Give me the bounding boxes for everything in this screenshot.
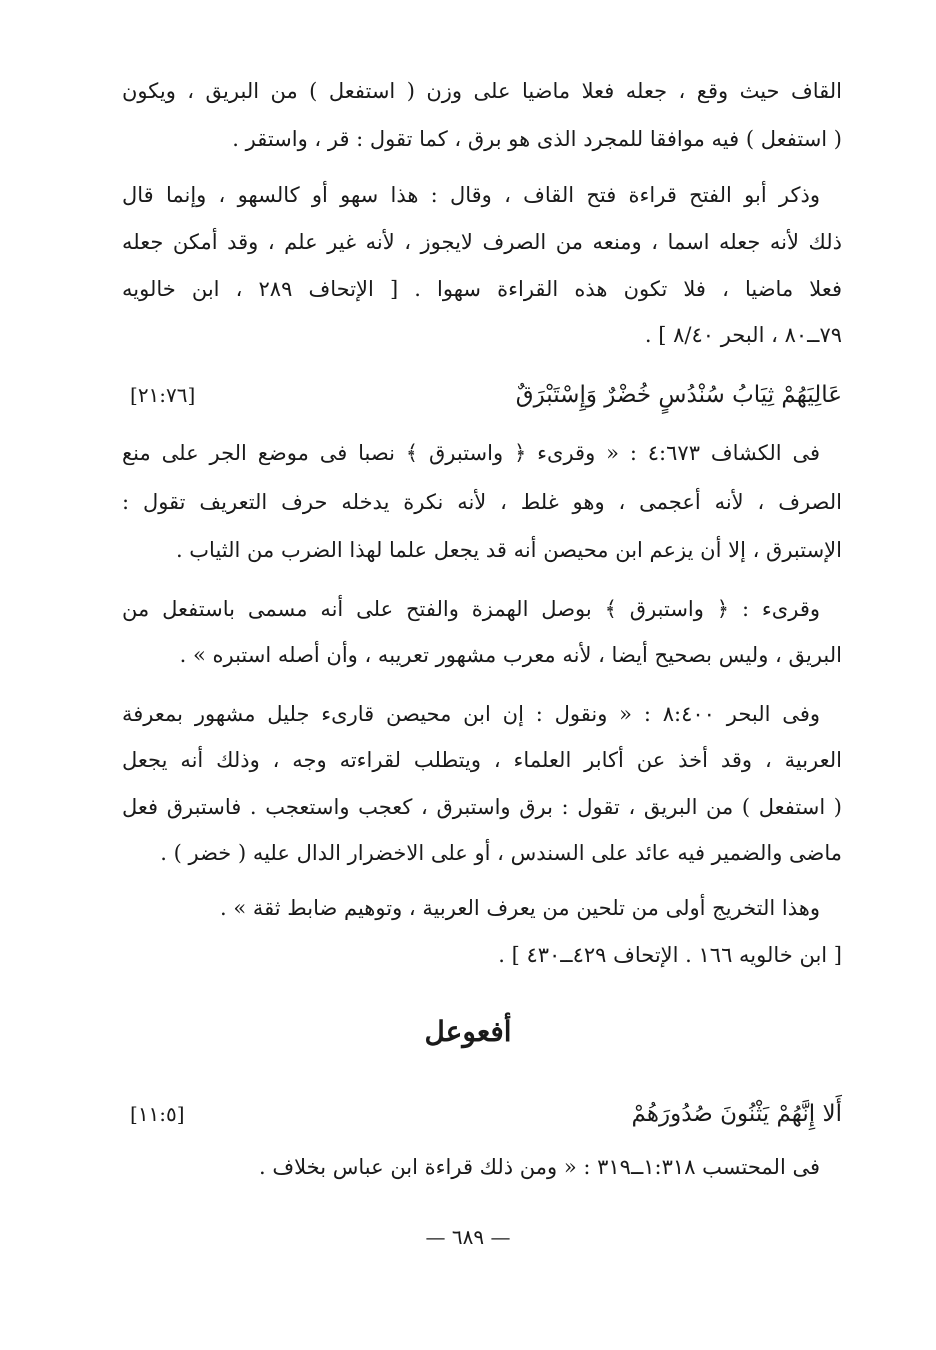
- text-line: ( استفعل ) فيه موافقا للمجرد الذى هو برق ، كما تقول : قر ، واستقر .: [232, 127, 842, 151]
- quran-verse: [122, 375, 842, 415]
- text-line: ماضى والضمير فيه عائد على السندس ، أو على الاخضرار الدال عليه ( خضر ) .: [160, 841, 842, 865]
- text-line: الإستبرق ، إلا أن يزعم ابن محيصن أنه قد يجعل علما لهذا الضرب من الثياب .: [175, 538, 842, 562]
- text-line: ذلك لأنه جعله اسما ، ومنعه من الصرف لايجوز ، لأنه غير علم ، وقد أمكن جعله: [122, 230, 842, 254]
- text-line: العربية ، وقد أخذ عن أكابر العلماء ، ويتطلب لقراءته وجه ، وذلك أنه يجعل: [122, 748, 842, 772]
- text-line: فى المحتسب ١:٣١٨ــ٣١٩ : « ومن ذلك قراءة ابن عباس بخلاف .: [259, 1155, 820, 1179]
- text-line: البريق ، وليس بصحيح أيضا ، لأنه معرب مشهور تعريبه ، وأن أصله استبره » .: [179, 643, 842, 667]
- text-line: وذكر أبو الفتح قراءة فتح القاف ، وقال : هذا سهو أو كالسهو ، وإنما قال: [122, 183, 820, 207]
- section-heading: أفعوعل: [424, 1015, 512, 1048]
- text-line: الصرف ، لأنه أعجمى ، وهو غلط ، لأنه نكرة يدخله حرف التعريف تقول :: [122, 490, 842, 514]
- verse-text: عَالِيَهُمْ ثِيَابُ سُنْدُسٍ خُضْرٌ وَإِسْتَبْرَقٌ: [515, 382, 842, 408]
- text-line: وفى البحر ٨:٤٠٠ : « ونقول : إن ابن محيصن قارىء جليل مشهور بمعرفة: [122, 702, 820, 726]
- quran-verse: [122, 1094, 842, 1134]
- text-line: القاف حيث وقع ، جعله فعلا ماضيا على وزن ( استفعل ) من البريق ، ويكون: [122, 79, 842, 103]
- page-number: — ٦٨٩ —: [425, 1225, 511, 1249]
- text-line: فى الكشاف ٤:٦٧٣ : « وقرىء ﴿ واستبرق ﴾ نصبا فى موضع الجر على منع: [122, 441, 821, 465]
- text-line: فعلا ماضيا ، فلا تكون هذه القراءة سهوا . [ الإتحاف ٢٨٩ ، ابن خالويه: [122, 277, 842, 301]
- text-line: وهذا التخريج أولى من تلحين من يعرف العربية ، وتوهيم ضابط ثقة » .: [220, 896, 820, 920]
- text-line: [ ابن خالويه ١٦٦ . الإتحاف ٤٢٩ــ٤٣٠ ] .: [498, 943, 842, 967]
- text-line: ( استفعل ) من البريق ، تقول : برق واستبرق ، كعجب واستعجب . فاستبرق فعل: [122, 795, 842, 819]
- verse-reference: [١١:٥]: [130, 1102, 185, 1126]
- verse-reference: [٢١:٧٦]: [130, 383, 196, 407]
- text-line: ٧٩ــ٨٠ ، البحر ٨/٤٠ ] .: [644, 323, 842, 347]
- verse-text: أَلا إِنَّهُمْ يَثْنُونَ صُدُورَهُمْ: [631, 1101, 842, 1127]
- text-line: وقرىء : ﴿ واستبرق ﴾ بوصل الهمزة والفتح على أنه مسمى باستفعل من: [122, 597, 820, 621]
